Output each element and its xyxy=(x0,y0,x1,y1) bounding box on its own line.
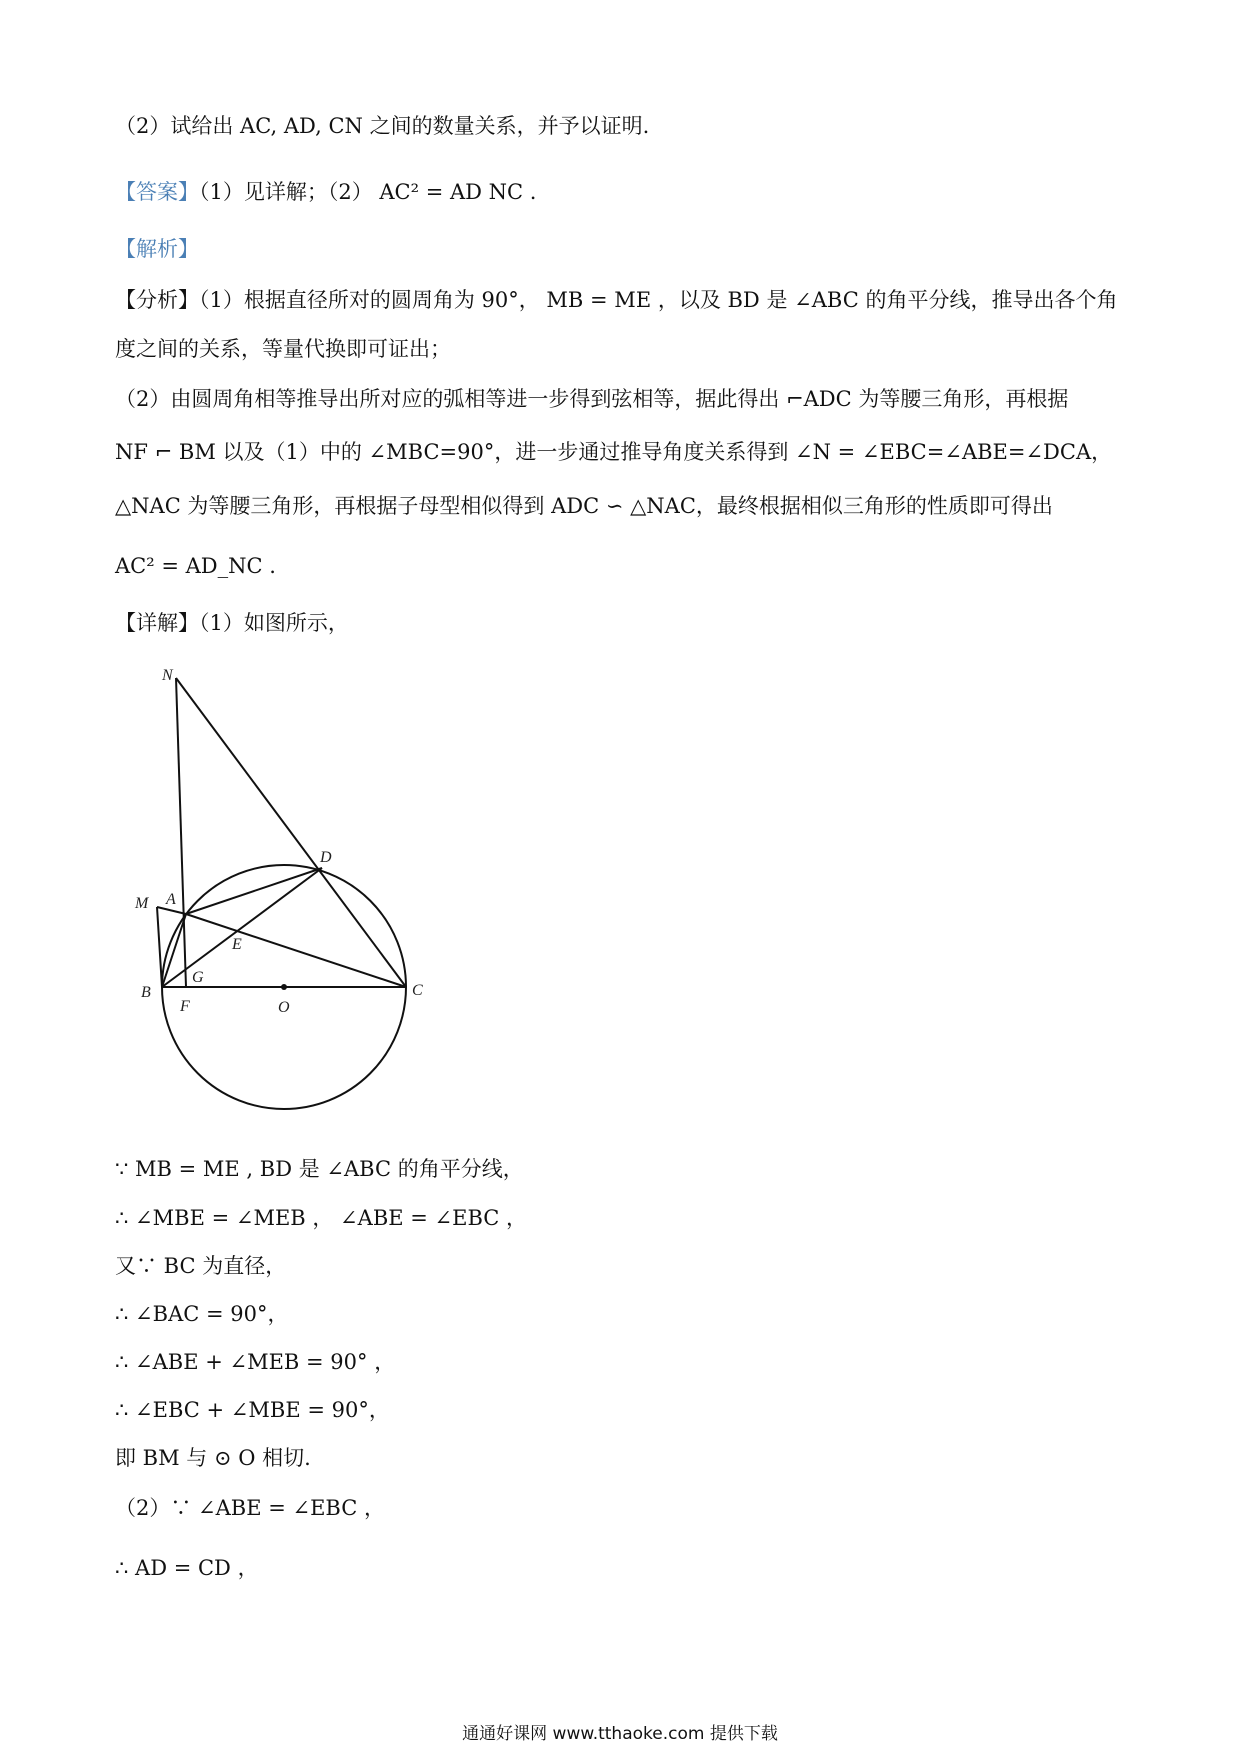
label-e: E xyxy=(232,936,242,953)
label-g: G xyxy=(192,969,204,986)
proof-line-3: 又∵ BC 为直径， xyxy=(115,1254,287,1278)
analysis-line-5: △NAC 为等腰三角形，再根据子母型相似得到 ADC ∽ △NAC，最终根据相似三角形的性质即可得出 xyxy=(115,494,1053,518)
answer-line xyxy=(115,178,536,206)
analysis-line-2: 度之间的关系，等量代换即可证出； xyxy=(115,337,451,361)
label-n: N xyxy=(162,667,173,684)
segment-nc xyxy=(176,678,406,987)
label-a: A xyxy=(166,891,176,908)
proof-line-7: 即 BM 与 ⊙ O 相切. xyxy=(115,1446,311,1470)
analysis-line-3: （2）由圆周角相等推导出所对应的弧相等进一步得到弦相等，据此得出 ⌐ADC 为等腰三角形，再根据 xyxy=(115,387,1069,411)
proof-line-4: ∴ ∠BAC = 90°， xyxy=(115,1302,289,1326)
proof-line-5: ∴ ∠ABE + ∠MEB = 90° ， xyxy=(115,1350,396,1374)
detail-line-1: 【详解】（1）如图所示， xyxy=(115,611,349,635)
analysis-line-4: NF ⌐ BM 以及（1）中的 ∠MBC=90°，进一步通过推导角度关系得到 ∠N = ∠EBC=∠ABE=∠DCA， xyxy=(115,440,1113,464)
label-c: C xyxy=(412,982,423,999)
answer-text: （1）见详解；（2） AC² = AD NC . xyxy=(199,180,537,204)
analysis-line-6: AC² = AD_NC . xyxy=(115,554,276,578)
center-point xyxy=(281,984,287,990)
proof-line-9: ∴ AD = CD ， xyxy=(115,1556,259,1580)
label-b: B xyxy=(141,984,151,1001)
proof-line-6: ∴ ∠EBC + ∠MBE = 90°， xyxy=(115,1398,390,1422)
page-footer: 通通好课网 www.tthaoke.com 提供下载 xyxy=(462,1724,778,1744)
segment-ab xyxy=(162,914,186,987)
label-m: M xyxy=(135,895,149,912)
analysis-line-1: 【分析】（1）根据直径所对的圆周角为 90°， MB = ME ，以及 BD 是 ∠ABC 的角平分线，推导出各个角 xyxy=(115,288,1118,312)
segment-ac xyxy=(186,914,406,987)
segment-bd xyxy=(162,868,322,987)
analysis-tag: 【解析】 xyxy=(115,237,199,261)
question-2: （2）试给出 AC, AD, CN 之间的数量关系，并予以证明. xyxy=(115,114,650,138)
segment-mb xyxy=(157,907,162,987)
label-o: O xyxy=(278,999,290,1016)
geometry-figure xyxy=(110,660,450,1130)
label-f: F xyxy=(180,998,190,1015)
segment-ad xyxy=(186,868,322,914)
proof-line-1: ∵ MB = ME , BD 是 ∠ABC 的角平分线， xyxy=(115,1157,524,1181)
answer-tag: 【答案】 xyxy=(115,180,199,204)
segment-ma xyxy=(157,907,186,914)
proof-line-2: ∴ ∠MBE = ∠MEB ， ∠ABE = ∠EBC ， xyxy=(115,1206,528,1230)
proof-line-8: （2）∵ ∠ABE = ∠EBC ， xyxy=(115,1496,385,1520)
label-d: D xyxy=(320,849,332,866)
